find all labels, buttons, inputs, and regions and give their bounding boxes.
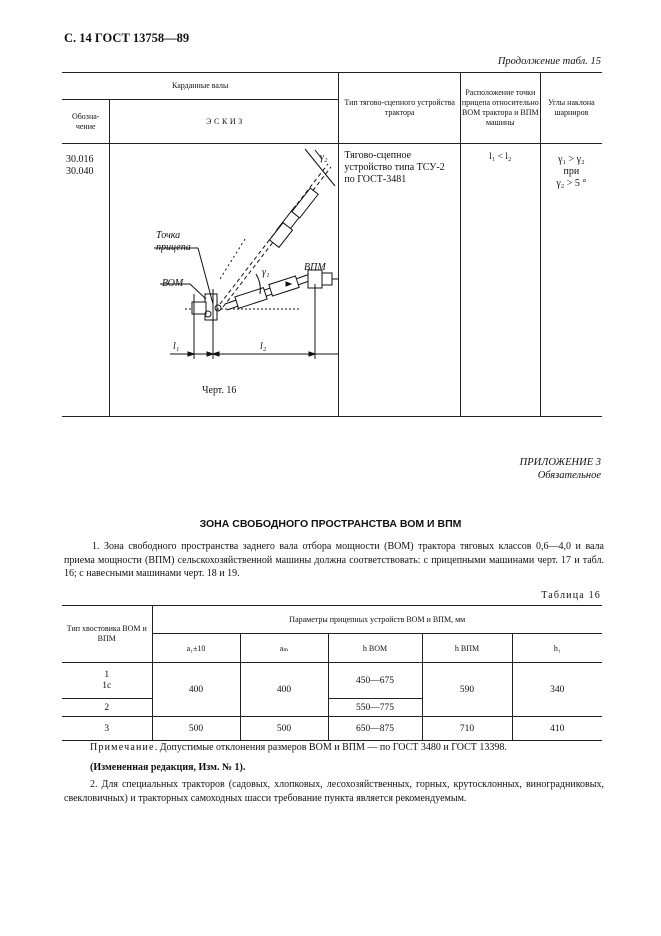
cardan-shafts-header: Карданные валы	[62, 73, 339, 100]
h-vom-value-2: 550—775	[328, 699, 422, 717]
joint-angles-header: Углы наклона шарниров	[540, 73, 602, 144]
a1-value-1-2: 400	[152, 663, 240, 717]
code-1: 30.016	[66, 154, 94, 165]
label-hitch-point: Точка	[156, 230, 181, 241]
h-vom-value-1: 450—675	[328, 663, 422, 699]
shank-type-header: Тип хвостовика ВОМ и ВПМ	[62, 606, 152, 663]
type-3: 3	[62, 717, 152, 741]
parameters-header: Параметры прицепных устройств ВОМ и ВПМ, мм	[152, 606, 602, 634]
angle-line-1: γ₁ > γ₂	[558, 154, 585, 165]
h1-value-3: 410	[512, 717, 602, 741]
type-1: 1	[104, 669, 110, 680]
hitch-location-cell: l₁ < l₂	[460, 144, 540, 417]
label-vpm: ВПМ	[304, 262, 327, 273]
label-l1: l₁	[173, 341, 180, 352]
h-vom-value-3: 650—875	[328, 717, 422, 741]
hitch-location-header: Расположение точки прицепа относительно ВОМ трактора и ВПМ машины	[460, 73, 540, 144]
figure-caption: Черт. 16	[202, 385, 237, 396]
joint-angles-cell	[540, 144, 602, 417]
header-h1: h₁	[512, 634, 602, 663]
a1-value-3: 500	[152, 717, 240, 741]
header-h-vpm: h ВПМ	[422, 634, 512, 663]
angle-line-2: при	[563, 166, 580, 177]
label-hitch-point-2: прицепа	[156, 242, 192, 253]
label-gamma2: γ₂	[320, 152, 328, 163]
label-gamma1: γ₁	[262, 267, 270, 278]
table-15	[62, 72, 602, 417]
table-note	[90, 742, 507, 753]
appendix-heading	[520, 456, 601, 482]
paragraph-2: 2. Для специальных тракторов (садовых, хлопковых, лесохозяйственных, горных, крутосклонных, виноградниковых, свекловичных) и тракторных самоходных шасси требование пункта является рекомендуемым.	[64, 779, 604, 804]
designation-header: Обозна- чение	[62, 100, 110, 144]
label-l2: l₂	[260, 341, 267, 352]
type-1c: 1c	[102, 680, 112, 691]
am-value-3: 500	[240, 717, 328, 741]
table-16	[62, 605, 602, 741]
hitch-type-header: Тип тягово-сцепного устройства трактора	[339, 73, 461, 144]
type-2: 2	[62, 699, 152, 717]
type-cell-1	[62, 663, 152, 699]
sketch-cell	[110, 144, 339, 417]
header-am: aₘ	[240, 634, 328, 663]
angle-line-3: γ₂ > 5 °	[556, 178, 587, 189]
hitch-type-cell: Тягово-сцепное устройство типа ТСУ-2 по ГОСТ-3481	[339, 144, 461, 417]
page-header: С. 14 ГОСТ 13758—89	[64, 31, 190, 45]
h-vpm-value-1-2: 590	[422, 663, 512, 717]
section-title: ЗОНА СВОБОДНОГО ПРОСТРАНСТВА ВОМ И ВПМ	[199, 518, 462, 530]
am-value-1-2: 400	[240, 663, 328, 717]
h-vpm-value-3: 710	[422, 717, 512, 741]
code-2: 30.040	[66, 166, 94, 177]
header-h-vom: h ВОМ	[328, 634, 422, 663]
note-text: . Допустимые отклонения размеров ВОМ и ВПМ — по ГОСТ 3480 и ГОСТ 13398.	[154, 742, 507, 753]
header-a1: a₁±10	[152, 634, 240, 663]
appendix-subtitle: Обязательное	[537, 470, 601, 482]
modified-edition: (Измененная редакция, Изм. № 1).	[90, 762, 246, 773]
h1-value-1-2: 340	[512, 663, 602, 717]
designation-cell	[62, 144, 110, 417]
table-16-label: Таблица 16	[541, 590, 601, 601]
note-label: Примечание	[90, 742, 155, 753]
paragraph-1: 1. Зона свободного пространства заднего вала отбора мощности (ВОМ) трактора тяговых классов 0,6—4,0 и вала приема мощности (ВПМ) сельскохозяйственной машины должна соответствовать: с прицепными машинами черт. 17 и табл. 16; с навесными машинами черт. 18 и 19.	[64, 541, 604, 579]
appendix-title: ПРИЛОЖЕНИЕ 3	[519, 457, 601, 468]
table-continuation-label: Продолжение табл. 15	[497, 56, 601, 67]
sketch-header: Э С К И З	[110, 100, 339, 144]
label-vom: ВОМ	[162, 278, 184, 289]
cardan-shaft-sketch	[110, 144, 338, 406]
